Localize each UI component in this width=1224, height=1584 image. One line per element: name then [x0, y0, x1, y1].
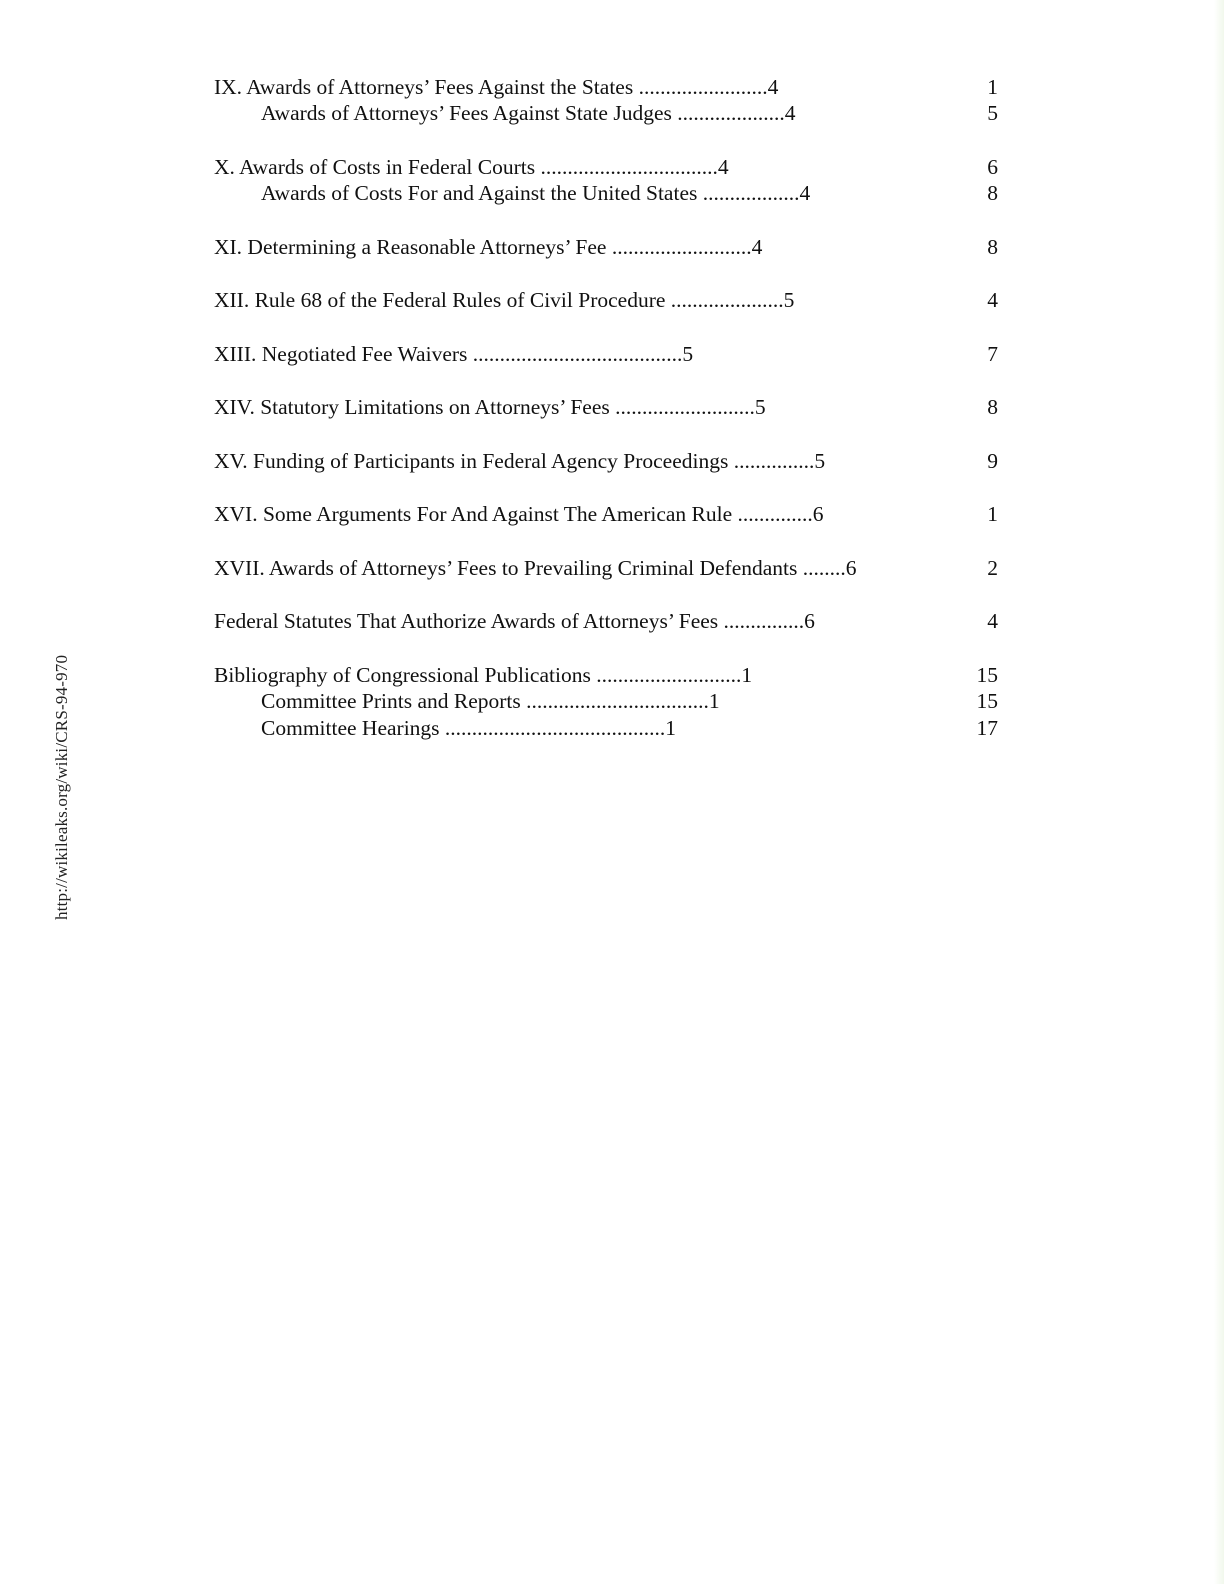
- toc-entry-title: Awards of Costs For and Against the United States ..................4: [261, 181, 811, 205]
- toc-entry: [0, 448, 1224, 475]
- toc-entry-page: 4: [987, 609, 998, 633]
- toc-entry-page: 9: [987, 449, 998, 473]
- toc-entry-title: XIV. Statutory Limitations on Attorneys’ Fees ..........................5: [214, 395, 766, 419]
- toc-entry-title: XVII. Awards of Attorneys’ Fees to Prevailing Criminal Defendants ........6: [214, 556, 857, 580]
- toc-entry-page: 2: [987, 556, 998, 580]
- toc-entry-title: Federal Statutes That Authorize Awards of Attorneys’ Fees ...............6: [214, 609, 815, 633]
- toc-entry: [0, 74, 1224, 101]
- toc-entry-title: Bibliography of Congressional Publications ...........................1: [214, 663, 753, 687]
- toc-entry-page: 5: [987, 101, 998, 125]
- toc-entry-page: 6: [987, 155, 998, 179]
- toc-entry-title: Committee Hearings .........................................1: [261, 716, 677, 740]
- toc-entry-page: 17: [976, 716, 998, 740]
- toc-subentry: [0, 688, 1224, 715]
- toc-entry-page: 15: [976, 663, 998, 687]
- toc-entry-page: 1: [987, 502, 998, 526]
- toc-entry-title: XIII. Negotiated Fee Waivers .......................................5: [214, 342, 694, 366]
- toc-entry-title: XVI. Some Arguments For And Against The American Rule ..............6: [214, 502, 824, 526]
- toc-entry: [0, 555, 1224, 582]
- toc-entry-title: XII. Rule 68 of the Federal Rules of Civil Procedure .....................5: [214, 288, 795, 312]
- toc-entry-title: Committee Prints and Reports ..................................1: [261, 689, 720, 713]
- toc-entry: [0, 154, 1224, 181]
- toc-entry-page: 1: [987, 75, 998, 99]
- toc-entry-page: 8: [987, 235, 998, 259]
- toc-subentry: [0, 715, 1224, 742]
- toc-entry: [0, 234, 1224, 261]
- toc-entry: [0, 501, 1224, 528]
- toc-entry-page: 4: [987, 288, 998, 312]
- toc-entry: [0, 287, 1224, 314]
- toc-entry-title: XV. Funding of Participants in Federal Agency Proceedings ...............5: [214, 449, 826, 473]
- toc-subentry: [0, 100, 1224, 127]
- toc-entry-title: Awards of Attorneys’ Fees Against State Judges ....................4: [261, 101, 796, 125]
- toc-entry: [0, 341, 1224, 368]
- toc-subentry: [0, 180, 1224, 207]
- toc-entry: [0, 608, 1224, 635]
- toc-entry-title: X. Awards of Costs in Federal Courts .................................4: [214, 155, 729, 179]
- toc-entry-title: XI. Determining a Reasonable Attorneys’ Fee ..........................4: [214, 235, 763, 259]
- toc-entry: [0, 662, 1224, 689]
- toc-entry-page: 7: [987, 342, 998, 366]
- toc-entry-page: 8: [987, 395, 998, 419]
- toc-entry-title: IX. Awards of Attorneys’ Fees Against the States ........................4: [214, 75, 779, 99]
- toc-entry-page: 15: [976, 689, 998, 713]
- source-url-watermark: http://wikileaks.org/wiki/CRS-94-970: [52, 654, 71, 920]
- toc-entry-page: 8: [987, 181, 998, 205]
- toc-entry: [0, 394, 1224, 421]
